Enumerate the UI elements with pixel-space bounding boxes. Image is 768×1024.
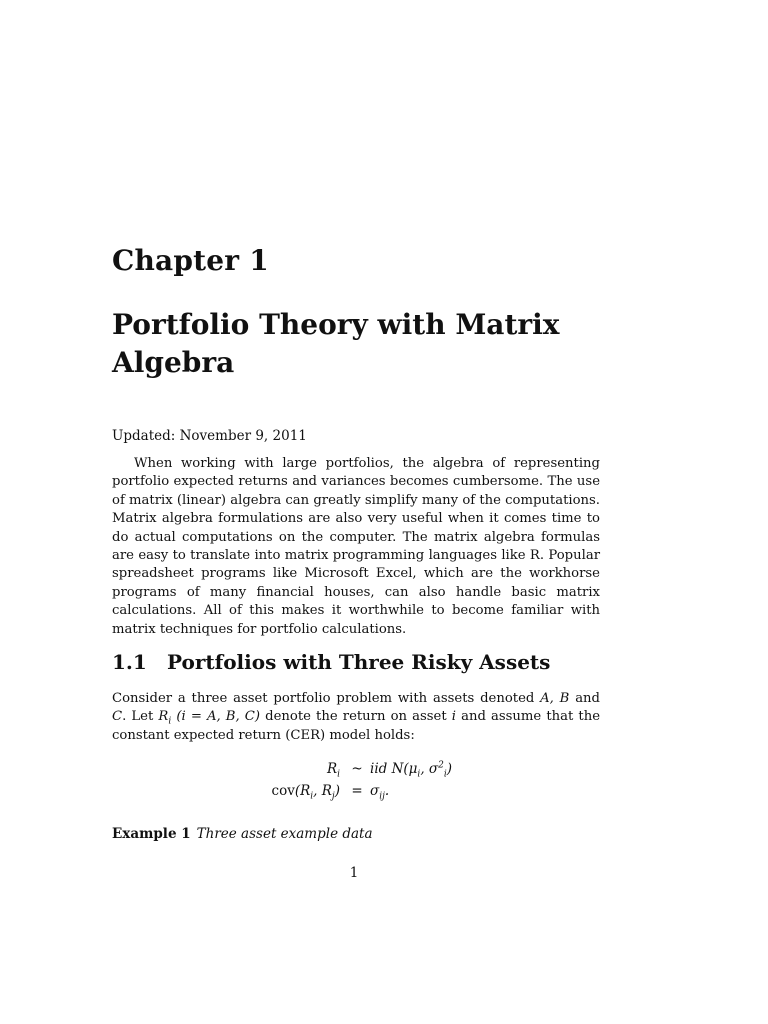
math-i: i: [451, 709, 456, 725]
equation-cer-distribution: [112, 761, 600, 783]
math-sub: i: [417, 769, 421, 780]
math-index-set: (i = A, B, C): [171, 709, 261, 725]
section-heading: [112, 650, 550, 674]
text-run: and: [569, 691, 600, 706]
equation-covariance: [112, 783, 600, 805]
math-sup: 2: [438, 760, 444, 771]
math-assets: A, B: [540, 691, 570, 706]
math-text: .: [384, 783, 390, 799]
math-text: (R: [294, 783, 311, 799]
example-caption: Three asset example data: [196, 826, 373, 842]
math-ri: R: [158, 709, 169, 725]
text-run: . Let: [122, 709, 159, 725]
page-number: 1: [349, 865, 359, 881]
text-run: and assume that the constant expected return (CER) model holds:: [112, 709, 600, 743]
section-paragraph: [112, 690, 600, 745]
math-text: , σ: [420, 761, 439, 777]
section-title: Portfolios with Three Risky Assets: [167, 650, 551, 674]
example-label: Example 1: [112, 826, 191, 842]
equation-rhs: [370, 760, 453, 780]
updated-date: Updated: November 9, 2011: [112, 428, 307, 444]
math-sigma: σ: [370, 783, 380, 799]
math-sub: i: [337, 769, 340, 780]
equation-rhs: [370, 783, 390, 802]
equation-operator: =: [351, 783, 363, 799]
math-ri-sub: i: [168, 717, 172, 728]
math-fn: cov: [271, 783, 295, 799]
math-text: ): [446, 761, 453, 777]
chapter-title: Portfolio Theory with Matrix Algebra: [112, 308, 560, 379]
text-run: Consider a three asset portfolio problem with assets denoted: [112, 691, 541, 706]
math-text: iid N(μ: [370, 761, 418, 777]
math-asset-c: C: [112, 709, 123, 725]
equation-lhs: [271, 783, 340, 802]
chapter-label: Chapter 1: [112, 244, 269, 277]
math-sub: i: [443, 769, 447, 780]
equation-operator: ~: [351, 761, 363, 777]
section-number: 1.1: [112, 650, 147, 674]
equation-block: [112, 761, 600, 805]
equation-lhs: [326, 761, 340, 780]
math-text: , R: [313, 783, 332, 799]
text-run: denote the return on asset: [260, 709, 452, 725]
math-sub: i: [310, 791, 314, 802]
math-text: ): [334, 783, 340, 799]
math-sub: j: [331, 791, 335, 802]
math-sub: ij: [379, 791, 385, 802]
intro-paragraph: When working with large portfolios, the algebra of representing portfolio expected returns and variances becomes cumbersome. The use of matrix (linear) algebra can greatly simplify many of the computations. Matrix algebra formulations are also very useful when it comes time to do actual computations on the computer. The matrix algebra formulas are easy to translate into matrix programming languages like R. Popular spreadsheet programs like Microsoft Excel, which are the workhorse programs of many financial houses, can also handle basic matrix calculations. All of this makes it worthwhile to become familiar with matrix techniques for portfolio calculations.: [112, 456, 600, 637]
example-heading: [112, 826, 373, 842]
math-r: R: [326, 761, 338, 777]
